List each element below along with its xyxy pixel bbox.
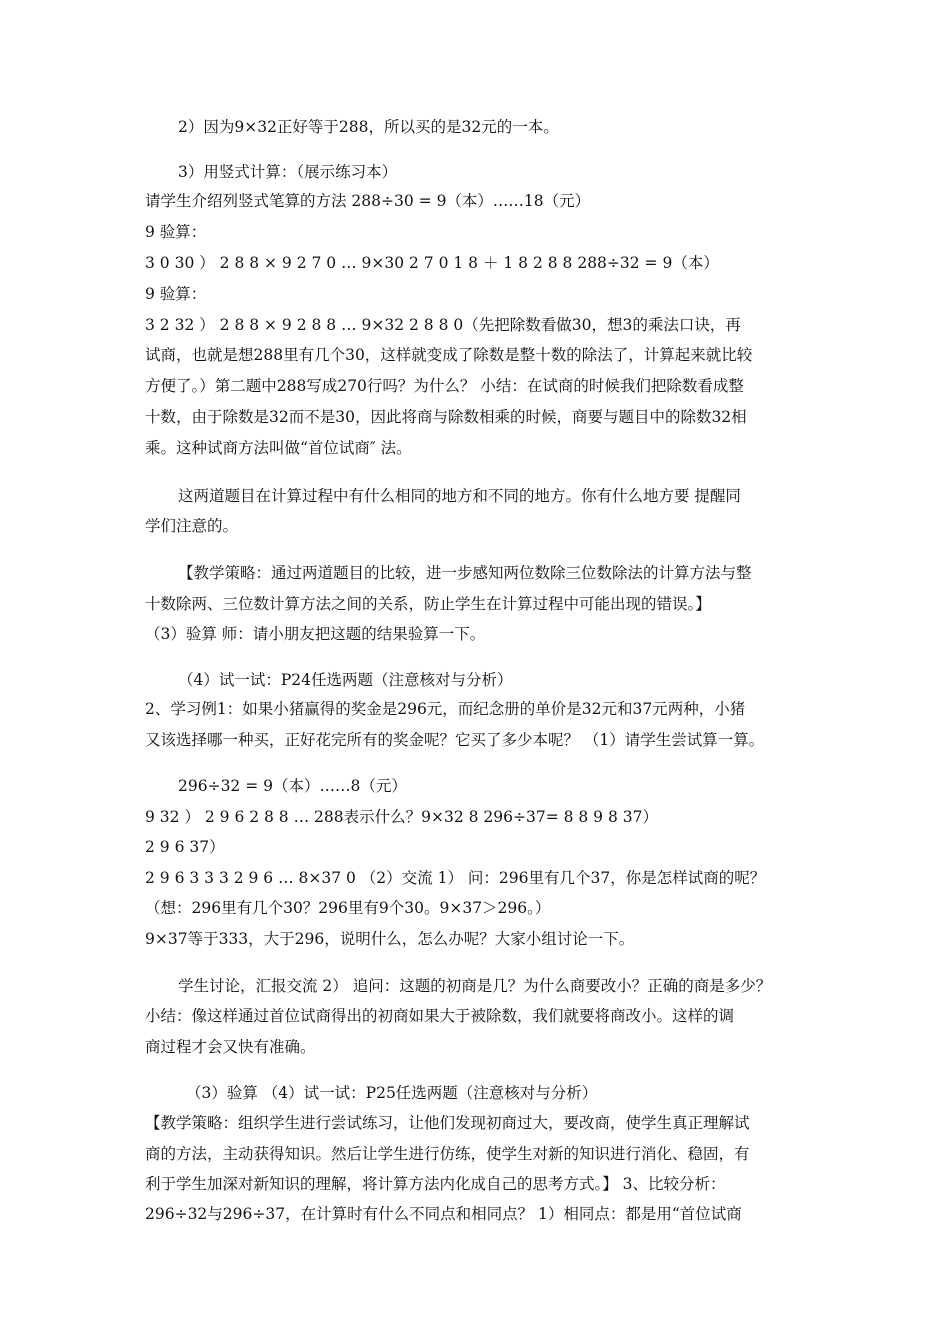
text-line: （3）验算 师：请小朋友把这题的结果验算一下。 — [145, 625, 486, 643]
text-line: 这两道题目在计算过程中有什么相同的地方和不同的地方。你有什么地方要 提醒同 — [178, 487, 741, 505]
text-line: 学们注意的。 — [145, 517, 239, 535]
text-line: 商过程才会又快有准确。 — [145, 1038, 316, 1056]
text-line: 请学生介绍列竖式笔算的方法 288÷30 = 9（本）……18（元） — [145, 192, 591, 210]
text-line: 小结：像这样通过首位试商得出的初商如果大于被除数，我们就要将商改小。这样的调 — [145, 1007, 735, 1025]
text-line: 方便了。）第二题中288写成270行吗？为什么？ 小结：在试商的时候我们把除数看成整 — [145, 377, 744, 395]
text-line: 3 2 32 ） 2 8 8 × 9 2 8 8 … 9×32 2 8 8 0（先把除数看做30，想3的乘法口诀，再 — [145, 316, 741, 334]
text-line: 2 9 6 3 3 3 2 9 6 … 8×37 0 （2）交流 1） 问：296里有几个37，你是怎样试商的呢？ — [145, 869, 766, 887]
text-line: 又该选择哪一种买，正好花完所有的奖金呢？它买了多少本呢？ （1）请学生尝试算一算。 — [145, 731, 765, 749]
strategy-note: 十数除两、三位数计算方法之间的关系，防止学生在计算过程中可能出现的错误。】 — [145, 595, 711, 613]
text-line: （想：296里有几个30？296里有9个30。9×37＞296。） — [145, 899, 551, 917]
text-line: 9 验算： — [145, 223, 207, 241]
text-line: 十数，由于除数是32而不是30，因此将商与除数相乘的时候，商要与题目中的除数32相 — [145, 408, 747, 426]
text-line: 试商，也就是想288里有几个30，这样就变成了除数是整十数的除法了，计算起来就比较 — [145, 346, 753, 364]
text-line: 2、学习例1：如果小猪赢得的奖金是296元，而纪念册的单价是32元和37元两种，小猪 — [145, 700, 746, 718]
text-line: （4）试一试：P24任选两题（注意核对与分析） — [178, 671, 513, 689]
strategy-note: 【教学策略：组织学生进行尝试练习，让他们发现初商过大，要改商，使学生真正理解试 — [145, 1114, 750, 1132]
strategy-note: 利于学生加深对新知识的理解，将计算方法内化成自己的思考方式。】 3、比较分析： — [145, 1175, 726, 1193]
strategy-note: 【教学策略：通过两道题目的比较，进一步感知两位数除三位数除法的计算方法与整 — [178, 564, 752, 582]
text-line: 2）因为9×32正好等于288，所以买的是32元的一本。 — [178, 118, 559, 136]
text-line: 2 9 6 37） — [145, 838, 225, 856]
text-line: 296÷32 = 9（本）……8（元） — [178, 777, 407, 795]
text-line: 3 0 30 ） 2 8 8 × 9 2 7 0 … 9×30 2 7 0 1 8 ＋ 1 8 2 8 8 288÷32 = 9（本） — [145, 254, 719, 272]
text-line: 9 32 ） 2 9 6 2 8 8 … 288表示什么？9×32 8 296÷37= 8 8 9 8 37） — [145, 808, 658, 826]
text-line: 3）用竖式计算：（展示练习本） — [178, 163, 398, 181]
text-line: 296÷32与296÷37，在计算时有什么不同点和相同点？ 1）相同点：都是用“首位试商 — [145, 1205, 742, 1223]
text-line: 学生讨论，汇报交流 2） 追问：这题的初商是几？为什么商要改小？正确的商是多少？ — [178, 977, 772, 995]
text-line: 9×37等于333，大于296，说明什么，怎么办呢？大家小组讨论一下。 — [145, 930, 635, 948]
text-line: 乘。这种试商方法叫做“首位试商″ 法。 — [145, 439, 412, 457]
strategy-note: 商的方法，主动获得知识。然后让学生进行仿练，使学生对新的知识进行消化、稳固，有 — [145, 1145, 750, 1163]
text-line: （3）验算 （4）试一试：P25任选两题（注意核对与分析） — [186, 1084, 598, 1102]
text-line: 9 验算： — [145, 285, 207, 303]
